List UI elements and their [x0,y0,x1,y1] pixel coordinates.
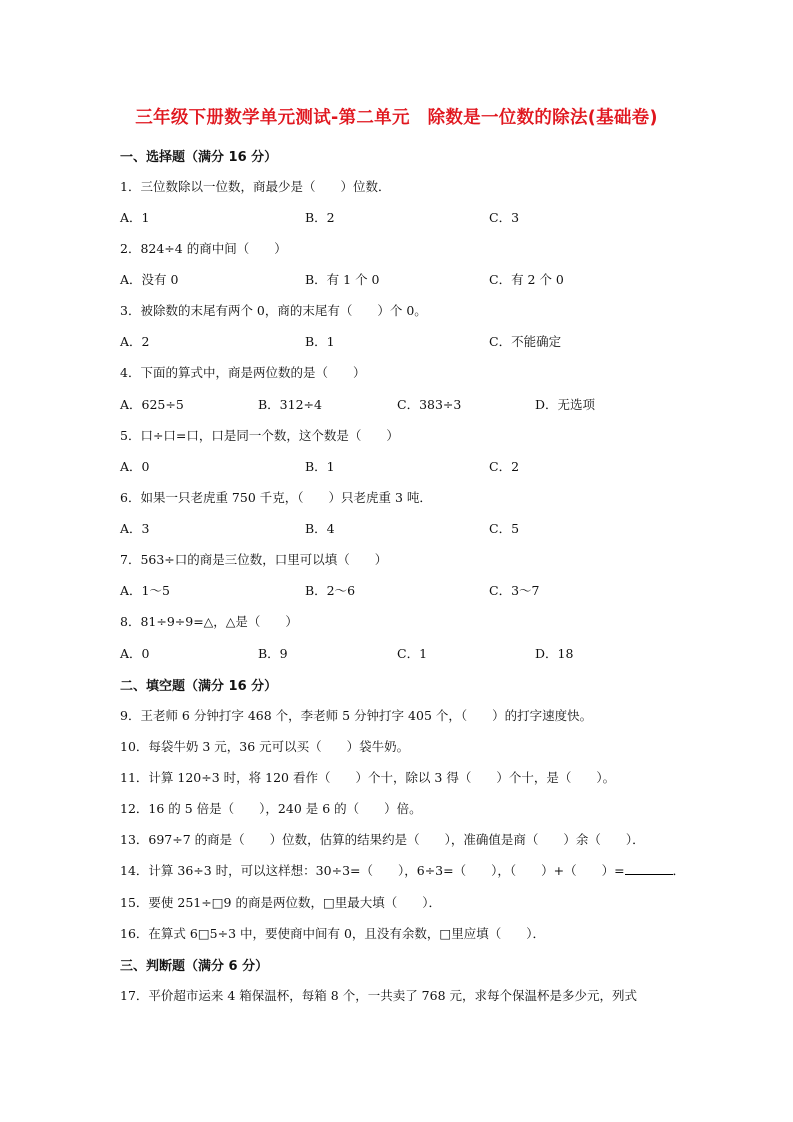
question-1: 1．三位数除以一位数，商最少是（ ）位数． [120,179,391,194]
option-b: B．1 [305,334,335,349]
option-c: C．有 2 个 0 [489,272,564,287]
document-title: 三年级下册数学单元测试-第二单元 除数是一位数的除法(基础卷) [135,108,658,128]
option-a: A．1～5 [120,583,170,598]
option-b: B．4 [305,521,335,536]
option-c: C．383÷3 [397,397,462,412]
question-4: 4．下面的算式中，商是两位数的是（ ） [120,365,366,380]
question-13: 13．697÷7 的商是（ ）位数，估算的结果约是（ ），准确值是商（ ）余（ ）． [120,832,645,847]
option-a: A．没有 0 [120,272,179,287]
option-c: C．5 [489,521,520,536]
option-b: B．有 1 个 0 [305,272,380,287]
question-16: 16．在算式 6□5÷3 中，要使商中间有 0，且没有余数，□里应填（ ）． [120,926,545,941]
option-b: B．2～6 [305,583,356,598]
question-3: 3．被除数的末尾有两个 0，商的末尾有（ ）个 0。 [120,303,427,318]
option-a: A．1 [120,210,150,225]
answer-blank-line [625,862,673,875]
option-d: D．18 [535,646,574,661]
question-9: 9．王老师 6 分钟打字 468 个，李老师 5 分钟打字 405 个，（ ）的打字速度快。 [120,708,593,723]
option-d: D．无选项 [535,397,596,412]
option-b: B．312÷4 [258,397,322,412]
question-10: 10．每袋牛奶 3 元，36 元可以买（ ）袋牛奶。 [120,739,410,754]
section-heading-true-false: 三、判断题（满分 6 分） [120,959,269,974]
option-b: B．1 [305,459,335,474]
option-a: A．0 [120,459,150,474]
question-6: 6．如果一只老虎重 750 千克，（ ）只老虎重 3 吨． [120,490,432,505]
option-c: C．3 [489,210,520,225]
option-a: A．0 [120,646,150,661]
question-14-text: 14．计算 36÷3 时，可以这样想：30÷3=（ ），6÷3=（ ），（ ）+（ ）= [120,863,625,878]
option-a: A．2 [120,334,150,349]
question-5: 5．口÷口=口，口是同一个数，这个数是（ ） [120,428,399,443]
option-b: B．2 [305,210,335,225]
option-a: A．625÷5 [120,397,184,412]
option-c: C．不能确定 [489,334,562,349]
section-heading-multiple-choice: 一、选择题（满分 16 分） [120,150,278,165]
option-c: C．2 [489,459,520,474]
question-2: 2．824÷4 的商中间（ ） [120,241,287,256]
question-12: 12．16 的 5 倍是（ ），240 是 6 的（ ）倍。 [120,801,422,816]
question-17: 17．平价超市运来 4 箱保温杯，每箱 8 个，一共卖了 768 元，求每个保温杯是多少元，列式 [120,988,638,1003]
option-c: C．3～7 [489,583,540,598]
question-15: 15．要使 251÷□9 的商是两位数，□里最大填（ ）． [120,895,442,910]
question-14-suffix: ． [672,863,686,878]
option-b: B．9 [258,646,288,661]
question-8: 8．81÷9÷9=△，△是（ ） [120,614,298,629]
question-11: 11．计算 120÷3 时，将 120 看作（ ）个十，除以 3 得（ ）个十，是（ ）。 [120,770,616,785]
option-a: A．3 [120,521,150,536]
question-7: 7．563÷口的商是三位数，口里可以填（ ） [120,552,388,567]
question-14 [120,861,685,879]
option-c: C．1 [397,646,428,661]
section-heading-fill-in: 二、填空题（满分 16 分） [120,679,278,694]
